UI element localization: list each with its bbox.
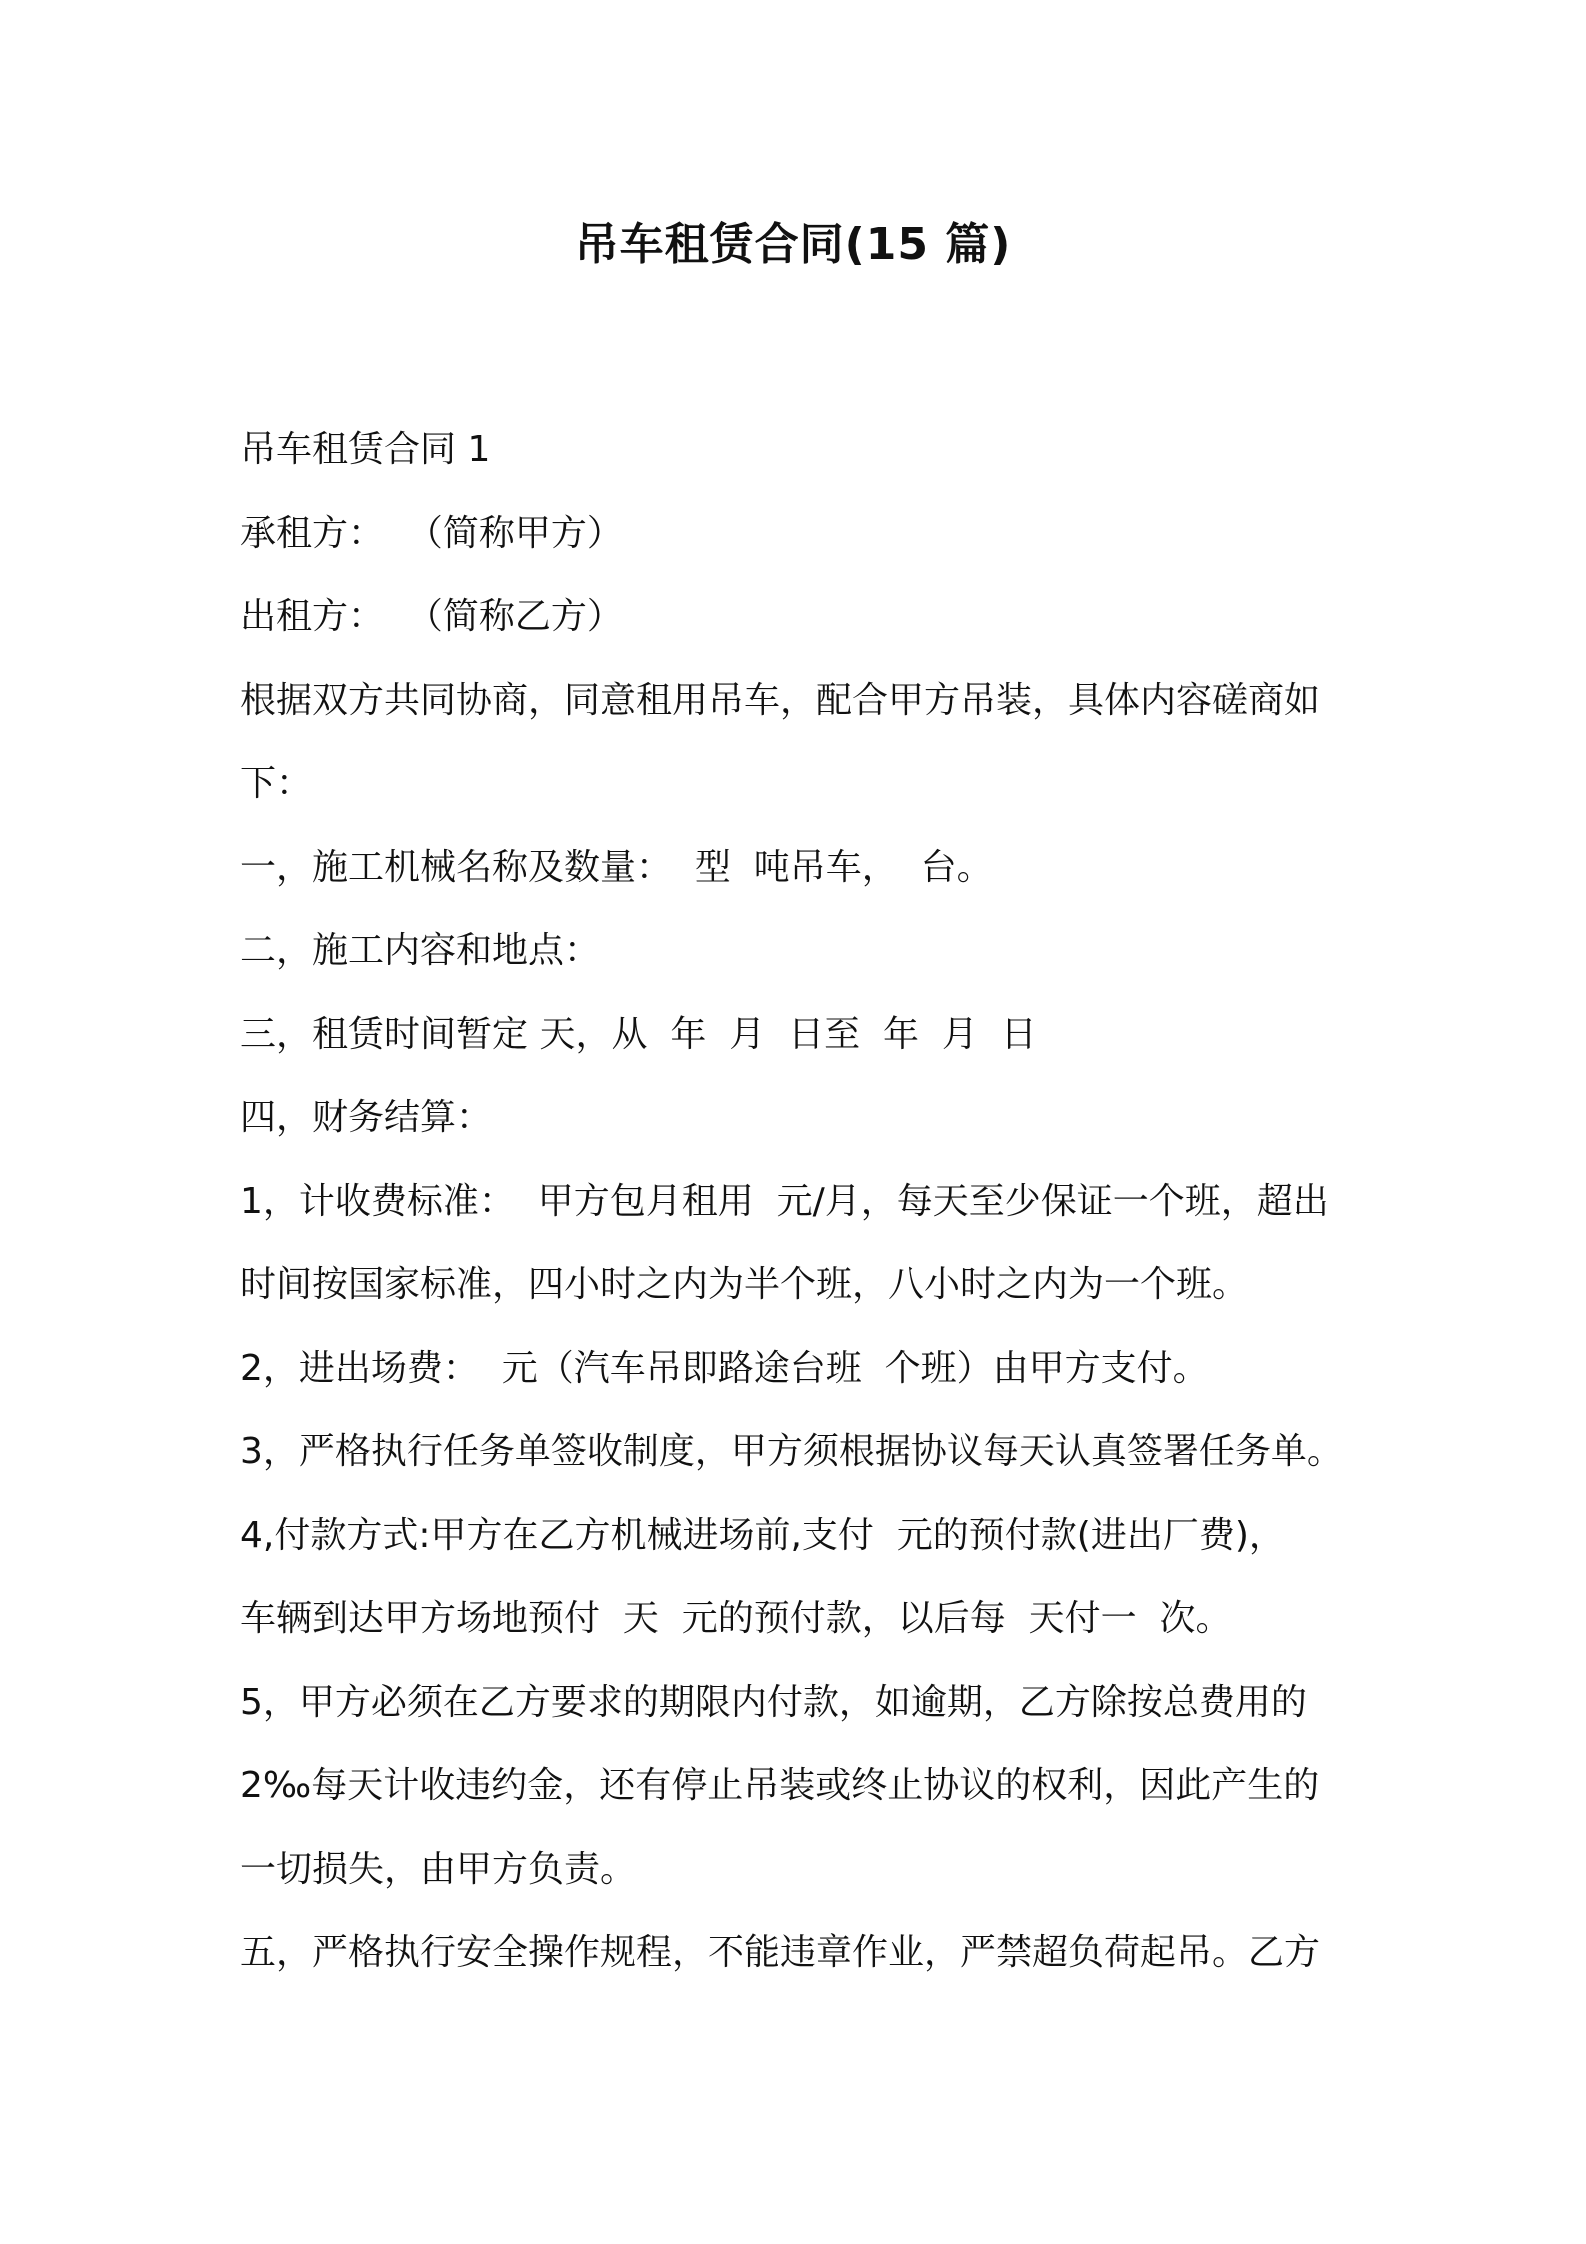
paragraph-line: 根据双方共同协商，同意租用吊车，配合甲方吊装，具体内容磋商如: [240, 679, 1321, 721]
clause-line: 4,付款方式:甲方在乙方机械进场前,支付 元的预付款(进出厂费)，: [240, 1514, 1285, 1556]
clause-line: 一，施工机械名称及数量： 型 吨吊车， 台。: [240, 846, 993, 888]
clause-line: 时间按国家标准，四小时之内为半个班，八小时之内为一个班。: [240, 1264, 1249, 1305]
clause-line: 5，甲方必须在乙方要求的期限内付款，如逾期，乙方除按总费用的: [240, 1681, 1307, 1723]
clause-line: 2，进出场费： 元（汽车吊即路途台班 个班）由甲方支付。: [240, 1347, 1209, 1389]
clause-line: 2‰每天计收违约金，还有停止吊装或终止协议的权利，因此产生的: [240, 1765, 1320, 1806]
clause-line: 1，计收费标准： 甲方包月租用 元/月，每天至少保证一个班，超出: [240, 1180, 1329, 1222]
paragraph-line: 下：: [240, 763, 313, 804]
lessee-line: 承租方： （简称甲方）: [240, 512, 623, 554]
clause-line: 五，严格执行安全操作规程，不能违章作业，严禁超负荷起吊。乙方: [240, 1932, 1321, 1973]
clause-line: 一切损失，由甲方负责。: [240, 1848, 637, 1890]
clause-line: 二，施工内容和地点：: [240, 930, 601, 971]
lessor-line: 出租方： （简称乙方）: [240, 596, 623, 637]
clause-line: 3，严格执行任务单签收制度，甲方须根据协议每天认真签署任务单。: [240, 1431, 1343, 1472]
section-heading: 吊车租赁合同 1: [240, 429, 491, 470]
document-body: [240, 408, 1370, 1995]
clause-line: 三，租赁时间暂定 天，从 年 月 日至 年 月 日: [240, 1013, 1037, 1055]
clause-line: 四，财务结算：: [240, 1097, 493, 1138]
clause-line: 车辆到达甲方场地预付 天 元的预付款，以后每 天付一 次。: [240, 1598, 1232, 1639]
document-title: 吊车租赁合同(15 篇): [574, 219, 1012, 270]
